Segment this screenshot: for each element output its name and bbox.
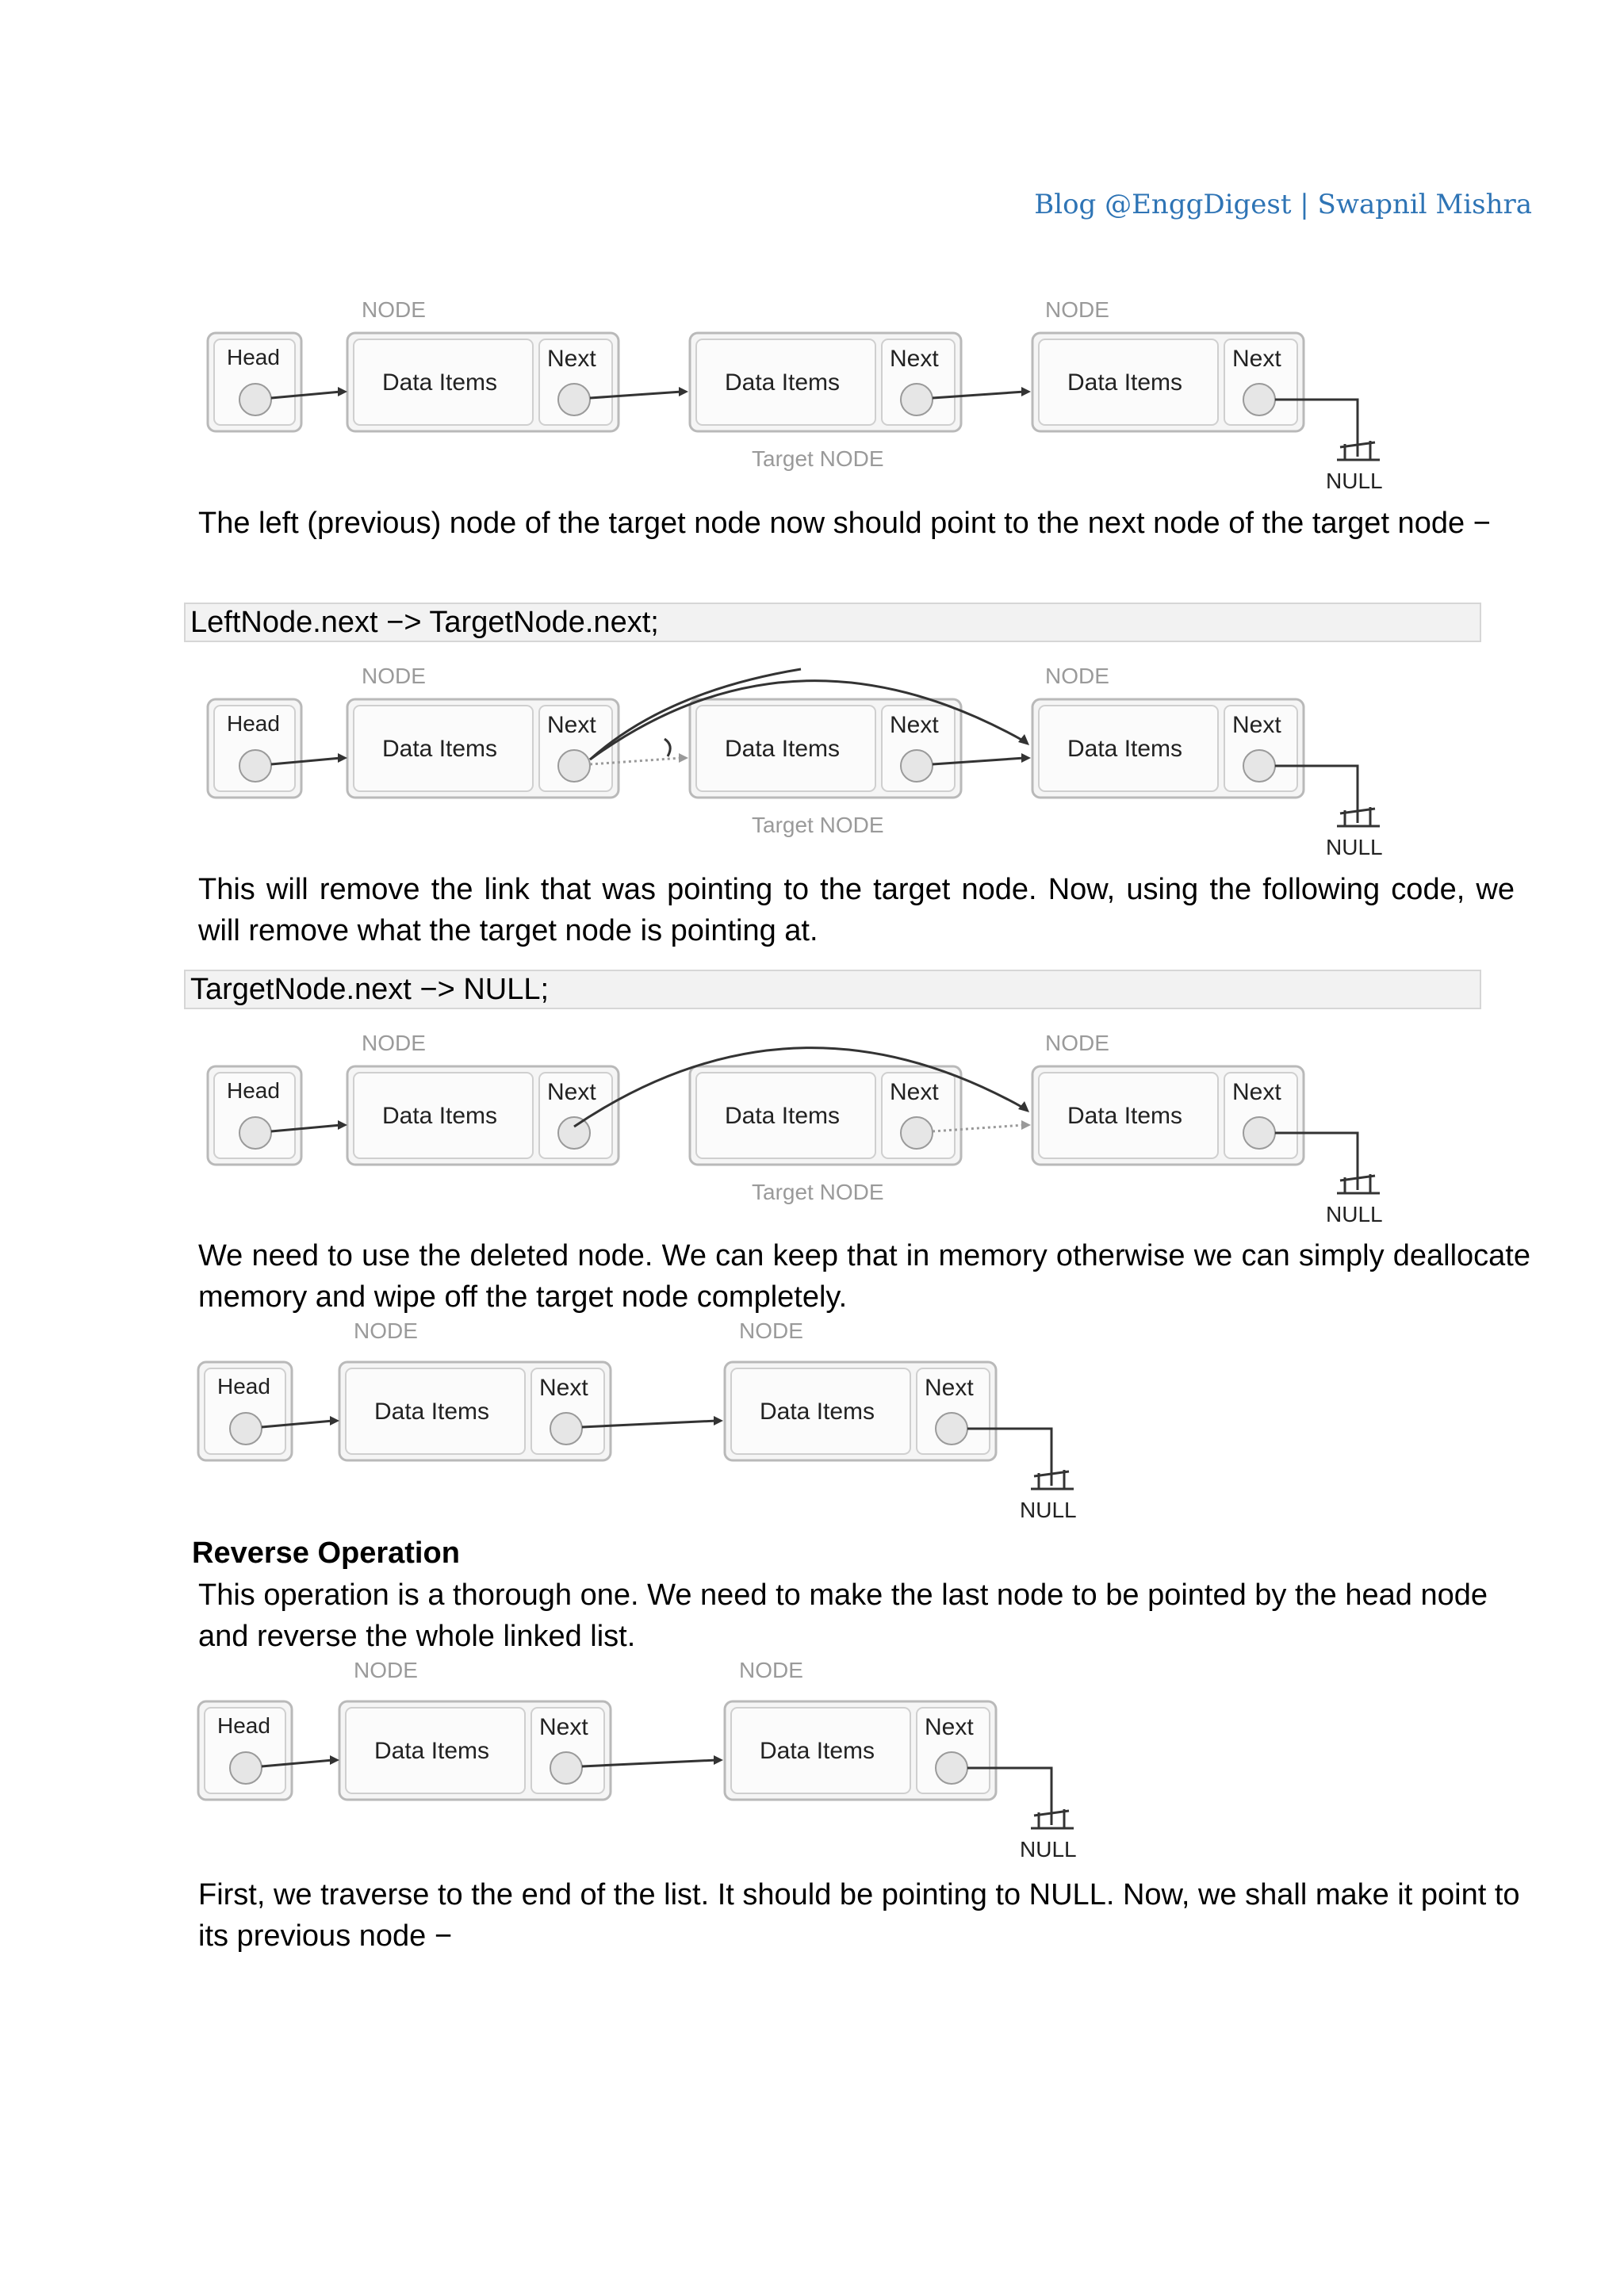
svg-text:Next: Next: [547, 712, 596, 738]
paragraph-3: We need to use the deleted node. We can keep that in memory otherwise we can simply deallocate memory and wipe off the target node completely.: [198, 1239, 1530, 1314]
svg-text:Data Items: Data Items: [382, 1103, 498, 1129]
svg-text:Target NODE: Target NODE: [752, 813, 884, 837]
svg-text:NODE: NODE: [1045, 664, 1109, 688]
svg-text:Data Items: Data Items: [382, 736, 498, 762]
svg-text:Next: Next: [890, 346, 939, 372]
head-label: Head: [227, 345, 280, 369]
next-label: Next: [547, 346, 596, 372]
svg-text:Data Items: Data Items: [725, 369, 841, 396]
svg-text:NODE: NODE: [739, 1318, 803, 1343]
svg-text:Next: Next: [1232, 712, 1281, 738]
reverse-operation-heading: Reverse Operation: [192, 1536, 460, 1570]
diagram-4: [0, 1314, 1624, 1529]
svg-text:Next: Next: [890, 712, 939, 738]
paragraph-1: The left (previous) node of the target node now should point to the next node of the target node −: [198, 507, 1491, 540]
svg-text:NULL: NULL: [1326, 1202, 1383, 1226]
svg-text:Next: Next: [890, 1079, 939, 1105]
code-block-1: LeftNode.next −> TargetNode.next;: [184, 603, 1481, 642]
svg-text:NULL: NULL: [1020, 1837, 1077, 1862]
svg-text:Data Items: Data Items: [725, 1103, 841, 1129]
paragraph-4: This operation is a thorough one. We need to make the last node to be pointed by the head node and reverse the whole linked list.: [198, 1578, 1488, 1653]
svg-text:NULL: NULL: [1326, 835, 1383, 859]
svg-text:NODE: NODE: [354, 1318, 418, 1343]
svg-text:Next: Next: [539, 1714, 588, 1740]
svg-text:Target NODE: Target NODE: [752, 1180, 884, 1204]
svg-text:Next: Next: [1232, 1079, 1281, 1105]
diagram-1-node-2: [690, 333, 961, 471]
svg-text:Next: Next: [925, 1714, 974, 1740]
paragraph-2: This will remove the link that was pointing to the target node. Now, using the following code, we will remove what the target node is pointing at.: [198, 873, 1515, 947]
svg-text:NODE: NODE: [354, 1658, 418, 1682]
svg-text:NODE: NODE: [1045, 297, 1109, 322]
diagram-2: [0, 652, 1624, 866]
diagram-3: [0, 1019, 1624, 1233]
diagram-5: [0, 1654, 1624, 1868]
svg-text:Data Items: Data Items: [374, 1738, 490, 1764]
svg-text:Data Items: Data Items: [1067, 1103, 1183, 1129]
svg-text:NODE: NODE: [362, 1031, 426, 1055]
node-caption: NODE: [362, 297, 426, 322]
diagram-1: [0, 285, 1624, 499]
svg-text:Head: Head: [227, 711, 280, 736]
svg-text:Head: Head: [217, 1713, 270, 1738]
target-node-caption: Target NODE: [752, 446, 884, 471]
svg-text:Data Items: Data Items: [1067, 369, 1183, 396]
svg-text:Data Items: Data Items: [725, 736, 841, 762]
svg-text:Data Items: Data Items: [1067, 736, 1183, 762]
svg-text:Data Items: Data Items: [374, 1399, 490, 1425]
svg-text:NODE: NODE: [362, 664, 426, 688]
svg-text:Data Items: Data Items: [760, 1738, 875, 1764]
code-block-2: TargetNode.next −> NULL;: [184, 970, 1481, 1009]
svg-text:Data Items: Data Items: [760, 1399, 875, 1425]
svg-text:NULL: NULL: [1020, 1498, 1077, 1522]
data-items-label: Data Items: [382, 369, 498, 396]
svg-text:Head: Head: [227, 1078, 280, 1103]
svg-text:NODE: NODE: [1045, 1031, 1109, 1055]
diagram-1-head: [208, 333, 301, 431]
diagram-1-node-3: [1032, 297, 1304, 431]
paragraph-5: First, we traverse to the end of the list. It should be pointing to NULL. Now, we shall make it point to its previous node −: [198, 1878, 1520, 1953]
diagram-1-node-1: [347, 297, 619, 431]
svg-text:Next: Next: [925, 1375, 974, 1401]
page-header: Blog @EnggDigest | Swapnil Mishra: [1034, 189, 1532, 220]
null-label: NULL: [1326, 469, 1383, 493]
svg-text:Head: Head: [217, 1374, 270, 1399]
svg-text:NODE: NODE: [739, 1658, 803, 1682]
svg-text:Next: Next: [539, 1375, 588, 1401]
svg-text:Next: Next: [547, 1079, 596, 1105]
svg-text:Next: Next: [1232, 346, 1281, 372]
